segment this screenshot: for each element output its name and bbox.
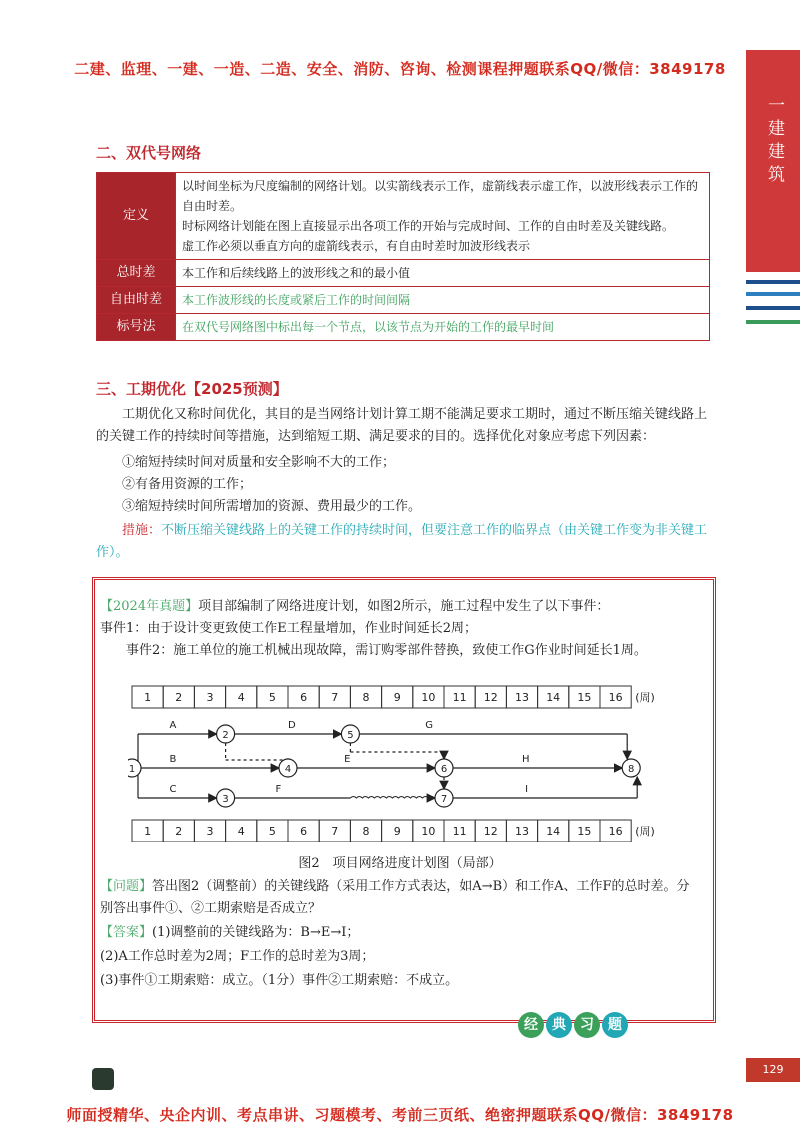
week-label: 4 [237, 825, 245, 838]
week-label: 12 [483, 691, 498, 704]
answer-2: (2)A工作总时差为2周；F工作的总时差为3周； [100, 949, 375, 964]
week-label: 10 [421, 825, 436, 838]
week-label: 6 [300, 691, 308, 704]
activity-label: G [425, 720, 434, 731]
week-label: 3 [206, 691, 214, 704]
week-label: 12 [483, 825, 498, 838]
activity-label: F [275, 784, 282, 795]
row-content: 本工作波形线的长度或紧后工作的时间间隔 [176, 287, 710, 314]
definition-table [96, 172, 710, 341]
classic-exercise-badge: 经 典 习 题 [518, 1012, 630, 1038]
table-row [97, 173, 710, 260]
node-label: 1 [128, 764, 136, 775]
activity-label: B [169, 754, 177, 765]
table-row [97, 287, 710, 314]
week-label: 8 [362, 825, 370, 838]
case-intro: 【2024年真题】项目部编制了网络进度计划，如图2所示，施工过程中发生了以下事件： [100, 599, 610, 614]
week-scale-top [132, 686, 655, 708]
event-2: 事件2：施工单位的施工机械出现故障，需订购零部件替换，致使工作G作业时间延长1周。 [126, 643, 647, 658]
week-unit-label: (周) [635, 691, 655, 704]
week-label: 3 [206, 825, 214, 838]
intro-paragraph: 工期优化又称时间优化，其目的是当网络计划计算工期不能满足要求工期时，通过不断压缩关键线路上的关键工作的持续时间等措施，达到缩短工期、满足要求的目的。选择优化对象应考虑下列因素： [96, 407, 708, 444]
week-label: 1 [144, 825, 152, 838]
question: 【问题】答出图2（调整前）的关键线路（采用工作方式表达，如A→B）和工作A、工作F的总时差。分别答出事件①、②工期索赔是否成立？ [100, 879, 690, 916]
week-label: 10 [421, 691, 436, 704]
week-label: 11 [452, 691, 467, 704]
answer-3: (3)事件①工期索赔：成立。（1分）事件②工期索赔：不成立。 [100, 973, 459, 988]
side-stripe [746, 292, 800, 296]
week-label: 2 [175, 691, 183, 704]
section-title: 三、工期优化【2025预测】 [96, 380, 288, 398]
section-title: 二、双代号网络 [96, 144, 202, 162]
week-label: 16 [608, 825, 623, 838]
activity-label: C [169, 784, 177, 795]
table-row [97, 314, 710, 341]
top-banner: 二建、监理、一建、一造、二造、安全、消防、咨询、检测课程押题联系QQ/微信：3849178 [74, 60, 726, 78]
bottom-banner: 师面授精华、央企内训、考点串讲、习题模考、考前三页纸、绝密押题联系QQ/微信：3849178 [66, 1106, 734, 1124]
week-label: 13 [515, 825, 529, 838]
list-item: ③缩短持续时间所需增加的资源、费用最少的工作。 [122, 499, 422, 514]
node-label: 4 [284, 764, 292, 775]
answer-1: 【答案】(1)调整前的关键线路为：B→E→I； [100, 925, 360, 940]
week-unit-label: (周) [635, 825, 655, 838]
list-item: ①缩短持续时间对质量和安全影响不大的工作； [122, 455, 396, 470]
network-arrows [128, 720, 640, 810]
week-label: 5 [268, 825, 276, 838]
week-label: 8 [362, 691, 370, 704]
measure-paragraph: 措施：不断压缩关键线路上的关键工作的持续时间，但要注意工作的临界点（由关键工作变为非关键工作）。 [96, 523, 708, 560]
row-header: 总时差 [97, 260, 176, 287]
week-label: 5 [268, 691, 276, 704]
week-label: 15 [577, 691, 592, 704]
table-row [97, 260, 710, 287]
row-content: 在双代号网络图中标出每一个节点，以该节点为开始的工作的最早时间 [176, 314, 710, 341]
node-label: 5 [347, 730, 354, 741]
week-label: 1 [144, 691, 152, 704]
week-scale-bottom [132, 820, 655, 842]
week-label: 6 [300, 825, 308, 838]
row-content: 本工作和后续线路上的波形线之和的最小值 [176, 260, 710, 287]
figure-caption: 图2 项目网络进度计划图（局部） [298, 856, 502, 871]
activity-label: A [169, 720, 177, 731]
week-label: 9 [393, 825, 401, 838]
activity-label: D [288, 720, 296, 731]
node-label: 2 [222, 730, 229, 741]
node-label: 8 [628, 764, 635, 775]
network-diagram [128, 680, 668, 842]
side-stripe [746, 306, 800, 310]
activity-label: E [344, 754, 351, 765]
week-label: 7 [331, 691, 339, 704]
week-label: 9 [393, 691, 401, 704]
logo-icon [92, 1068, 114, 1090]
week-label: 13 [515, 691, 529, 704]
list-item: ②有备用资源的工作； [122, 477, 253, 492]
week-label: 14 [546, 825, 561, 838]
row-header: 定义 [97, 173, 176, 260]
activity-label: H [522, 754, 530, 765]
week-label: 2 [175, 825, 183, 838]
week-label: 7 [331, 825, 339, 838]
node-label: 7 [440, 794, 448, 805]
side-stripe [746, 280, 800, 284]
side-stripe [746, 320, 800, 324]
week-label: 4 [237, 691, 245, 704]
node-label: 3 [222, 794, 229, 805]
side-chapter-tab: 一建建筑 [746, 50, 800, 272]
week-label: 16 [608, 691, 623, 704]
free-float-wave [350, 797, 434, 799]
event-1: 事件1：由于设计变更致使工作E工程量增加，作业时间延长2周； [100, 621, 478, 636]
page-number: 129 [746, 1058, 800, 1082]
node-label: 6 [440, 764, 448, 775]
activity-label: I [525, 784, 529, 795]
week-label: 14 [546, 691, 561, 704]
row-header: 标号法 [97, 314, 176, 341]
week-label: 11 [452, 825, 467, 838]
row-header: 自由时差 [97, 287, 176, 314]
week-label: 15 [577, 825, 592, 838]
row-content: 以时间坐标为尺度编制的网络计划。以实箭线表示工作，虚箭线表示虚工作，以波形线表示工作的自由时差。 时标网络计划能在图上直接显示出各项工作的开始与完成时间、工作的自由时差及关键线路。 虚工作必须以垂直方向的虚箭线表示，有自由时差时加波形线表示 [176, 173, 710, 260]
